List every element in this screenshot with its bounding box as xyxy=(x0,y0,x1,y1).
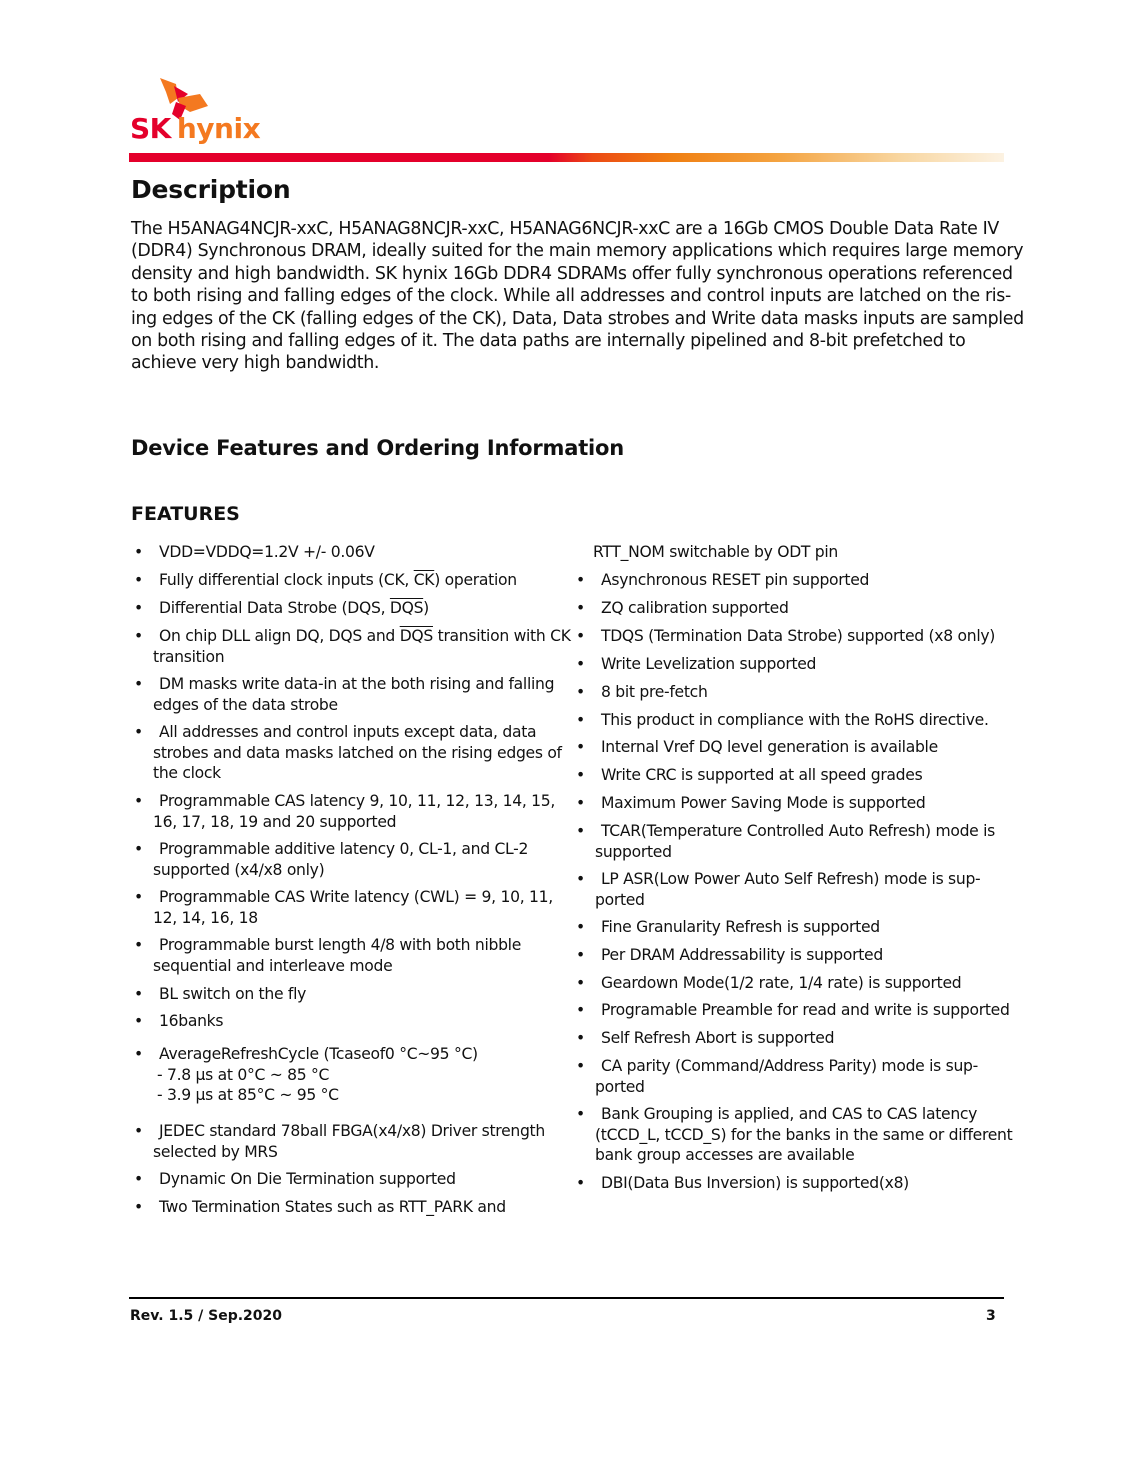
feature-text xyxy=(134,791,555,812)
bullet-icon: • xyxy=(576,1057,585,1075)
bullet-icon: • xyxy=(134,571,143,589)
feature-text-segment: Bank Grouping is applied, and CAS to CAS latency xyxy=(601,1105,978,1123)
bullet-icon: • xyxy=(576,918,585,936)
bullet-icon: • xyxy=(134,1045,143,1063)
feature-item xyxy=(576,945,883,966)
bullet-icon: • xyxy=(134,1198,143,1216)
feature-item xyxy=(576,1000,1010,1021)
feature-text-continuation: ported xyxy=(595,890,645,909)
feature-item xyxy=(576,917,880,938)
feature-item xyxy=(134,542,375,563)
feature-text-segment: Asynchronous RESET pin supported xyxy=(601,571,870,589)
bullet-icon: • xyxy=(576,627,585,645)
description-line: on both rising and falling edges of it. The data paths are internally pipelined and 8-bit prefetched to xyxy=(131,331,966,352)
feature-item xyxy=(134,935,521,976)
feature-item xyxy=(576,682,708,703)
bullet-icon: • xyxy=(576,794,585,812)
feature-text-segment: ) xyxy=(423,599,429,617)
description-line: The H5ANAG4NCJR-xxC, H5ANAG8NCJR-xxC, H5ANAG6NCJR-xxC are a 16Gb CMOS Double Data Rate IV xyxy=(131,219,999,239)
feature-item xyxy=(576,710,989,731)
feature-text xyxy=(576,917,880,938)
feature-text xyxy=(576,710,989,731)
feature-item xyxy=(134,598,429,619)
feature-text xyxy=(576,1173,909,1194)
feature-item xyxy=(576,973,961,994)
feature-text-segment: 8 bit pre-fetch xyxy=(601,683,708,701)
feature-text-continuation: (tCCD_L, tCCD_S) for the banks in the same or different xyxy=(595,1125,1013,1144)
feature-item xyxy=(134,1169,456,1190)
feature-text-segment: TDQS (Termination Data Strobe) supported (x8 only) xyxy=(601,627,996,645)
feature-text xyxy=(576,1000,1010,1021)
feature-text xyxy=(134,1169,456,1190)
feature-text xyxy=(576,765,922,786)
feature-text xyxy=(576,1104,1012,1125)
feature-text-segment: BL switch on the fly xyxy=(159,985,307,1003)
feature-item xyxy=(134,722,562,784)
description-line: to both rising and falling edges of the clock. While all addresses and control inputs are latched on the ris- xyxy=(131,286,1011,307)
feature-text xyxy=(576,945,883,966)
feature-text-continuation: sequential and interleave mode xyxy=(153,956,393,975)
header-gradient-rule xyxy=(129,153,1004,162)
bullet-icon: • xyxy=(576,1105,585,1123)
feature-text-segment: Geardown Mode(1/2 rate, 1/4 rate) is supported xyxy=(601,974,962,992)
feature-text-segment: On chip DLL align DQ, DQS and xyxy=(159,627,400,645)
feature-text xyxy=(134,542,375,563)
bullet-icon: • xyxy=(576,683,585,701)
feature-text xyxy=(134,626,571,647)
feature-item xyxy=(576,765,922,786)
feature-item xyxy=(576,793,925,814)
bullet-icon: • xyxy=(576,766,585,784)
sk-hynix-logo xyxy=(128,76,268,148)
feature-text-segment: 16banks xyxy=(159,1012,224,1030)
feature-text-segment: Programmable additive latency 0, CL-1, and CL-2 xyxy=(159,840,529,858)
bullet-icon: • xyxy=(576,599,585,617)
description-line: (DDR4) Synchronous DRAM, ideally suited for the main memory applications which requires large memory xyxy=(131,241,1024,262)
feature-item xyxy=(134,984,306,1005)
logo-wordmark xyxy=(130,112,260,145)
feature-text-segment: Programmable CAS latency 9, 10, 11, 12, 13, 14, 15, xyxy=(159,792,556,810)
feature-text-segment: Self Refresh Abort is supported xyxy=(601,1029,835,1047)
description-title: Description xyxy=(131,175,291,204)
feature-text-segment: Per DRAM Addressability is supported xyxy=(601,946,883,964)
feature-text xyxy=(576,821,995,842)
feature-text xyxy=(576,682,708,703)
feature-item xyxy=(576,1056,978,1097)
description-line: achieve very high bandwidth. xyxy=(131,353,380,374)
bullet-icon: • xyxy=(576,1001,585,1019)
feature-text-segment: RTT_NOM switchable by ODT pin xyxy=(593,543,839,561)
bullet-icon: • xyxy=(576,870,585,888)
feature-text-segment: AverageRefreshCycle (Tcaseof0 °C~95 °C) xyxy=(159,1045,478,1063)
feature-text-segment: Write Levelization supported xyxy=(601,655,817,673)
bullet-icon: • xyxy=(576,946,585,964)
logo-hynix: hynix xyxy=(176,112,261,145)
feature-text-segment: DBI(Data Bus Inversion) is supported(x8) xyxy=(601,1174,909,1192)
feature-text-segment: Write CRC is supported at all speed grades xyxy=(601,766,923,784)
bullet-icon: • xyxy=(134,888,143,906)
feature-text-segment: CA parity (Command/Address Parity) mode is sup- xyxy=(601,1057,978,1075)
feature-text-segment: Two Termination States such as RTT_PARK and xyxy=(159,1198,506,1216)
feature-text-segment: Differential Data Strobe (DQS, xyxy=(159,599,390,617)
feature-item xyxy=(134,1121,545,1162)
feature-text-continuation: 16, 17, 18, 19 and 20 supported xyxy=(153,812,397,831)
feature-text xyxy=(576,542,838,563)
feature-item xyxy=(576,1104,1012,1166)
feature-text-segment: $\overline{DQS}$ xyxy=(399,627,433,645)
feature-text-segment: $\overline{CK}$ xyxy=(413,571,435,589)
description-line: ing edges of the CK (falling edges of the CK), Data, Data strobes and Write data masks inputs are sampled xyxy=(131,308,1024,329)
feature-text-continuation: bank group accesses are available xyxy=(595,1146,855,1164)
feature-item xyxy=(134,791,555,832)
bullet-icon: • xyxy=(576,738,585,756)
logo-sk: SK xyxy=(130,112,171,145)
feature-item xyxy=(134,887,553,928)
feature-item xyxy=(576,542,838,563)
feature-text xyxy=(576,570,869,591)
feature-text xyxy=(134,598,429,619)
feature-item xyxy=(576,821,995,862)
bullet-icon: • xyxy=(576,1029,585,1047)
bullet-icon: • xyxy=(134,543,143,561)
bullet-icon: • xyxy=(134,627,143,645)
footer-rule xyxy=(129,1297,1004,1299)
bullet-icon: • xyxy=(576,655,585,673)
feature-text xyxy=(576,737,938,758)
feature-text-segment: Internal Vref DQ level generation is available xyxy=(601,738,938,756)
bullet-icon: • xyxy=(576,711,585,729)
feature-text-segment: All addresses and control inputs except data, data xyxy=(159,723,537,741)
feature-text-continuation: supported (x4/x8 only) xyxy=(153,860,325,879)
feature-item xyxy=(576,737,938,758)
feature-text xyxy=(576,1056,978,1077)
feature-text-segment: Fine Granularity Refresh is supported xyxy=(601,918,880,936)
feature-text xyxy=(576,973,961,994)
bullet-icon: • xyxy=(576,1174,585,1192)
description-body xyxy=(131,218,1024,375)
bullet-icon: • xyxy=(134,936,143,954)
feature-text xyxy=(134,722,562,743)
feature-text-segment: VDD=VDDQ=1.2V +/- 0.06V xyxy=(159,543,375,561)
feature-text-continuation: - 7.8 µs at 0°C ~ 85 °C xyxy=(157,1065,330,1084)
feature-text-continuation: ported xyxy=(595,1077,645,1096)
feature-text-continuation: selected by MRS xyxy=(153,1142,278,1161)
feature-text-segment: ZQ calibration supported xyxy=(601,599,789,617)
feature-text-segment: Fully differential clock inputs (CK, xyxy=(159,571,414,589)
feature-item xyxy=(134,1197,506,1218)
bullet-icon: • xyxy=(134,675,143,693)
feature-text-continuation: supported xyxy=(595,842,672,861)
bullet-icon: • xyxy=(134,840,143,858)
feature-text xyxy=(134,1197,506,1218)
feature-item xyxy=(134,839,528,880)
bullet-icon: • xyxy=(134,1170,143,1188)
feature-item xyxy=(576,1028,834,1049)
feature-text xyxy=(134,839,528,860)
feature-text-continuation: 12, 14, 16, 18 xyxy=(153,908,258,927)
feature-text xyxy=(576,793,925,814)
feature-text-continuation: edges of the data strobe xyxy=(153,695,338,714)
feature-text xyxy=(576,598,789,619)
feature-text xyxy=(134,935,521,956)
feature-item xyxy=(134,1044,478,1106)
feature-text-segment: Programmable burst length 4/8 with both nibble xyxy=(159,936,521,954)
features-heading: FEATURES xyxy=(131,503,240,525)
feature-text-continuation: the clock xyxy=(153,764,221,782)
feature-text-continuation: strobes and data masks latched on the rising edges of xyxy=(153,743,562,762)
feature-text xyxy=(134,570,517,591)
feature-text xyxy=(134,674,554,695)
feature-item xyxy=(576,626,995,647)
feature-item xyxy=(134,570,517,591)
feature-item xyxy=(576,1173,909,1194)
feature-item xyxy=(576,598,789,619)
feature-item xyxy=(134,626,571,667)
feature-item xyxy=(134,1011,223,1032)
feature-item xyxy=(576,654,816,675)
feature-text xyxy=(576,869,980,890)
bullet-icon: • xyxy=(576,571,585,589)
feature-text-segment: $\overline{DQS}$ xyxy=(389,599,424,617)
feature-text xyxy=(576,1028,834,1049)
feature-text-continuation: - 3.9 µs at 85°C ~ 95 °C xyxy=(157,1086,339,1104)
feature-item xyxy=(134,674,554,715)
feature-text-segment: Dynamic On Die Termination supported xyxy=(159,1170,456,1188)
feature-text-segment: ) operation xyxy=(434,571,517,589)
page-number: 3 xyxy=(986,1308,996,1324)
feature-text xyxy=(134,984,306,1005)
revision-label: Rev. 1.5 / Sep.2020 xyxy=(130,1308,282,1324)
feature-text-continuation: transition xyxy=(153,647,225,666)
feature-text-segment: This product in compliance with the RoHS directive. xyxy=(601,711,989,729)
feature-text xyxy=(134,887,553,908)
feature-text-segment: Maximum Power Saving Mode is supported xyxy=(601,794,926,812)
feature-text xyxy=(134,1044,478,1065)
feature-text xyxy=(576,626,995,647)
feature-text xyxy=(134,1121,545,1142)
bullet-icon: • xyxy=(134,1012,143,1030)
feature-text-segment: Programmable CAS Write latency (CWL) = 9, 10, 11, xyxy=(159,888,553,906)
feature-text-segment: LP ASR(Low Power Auto Self Refresh) mode is sup- xyxy=(601,870,981,888)
bullet-icon: • xyxy=(134,985,143,1003)
bullet-icon: • xyxy=(134,1122,143,1140)
bullet-icon: • xyxy=(134,599,143,617)
bullet-icon: • xyxy=(576,974,585,992)
feature-item xyxy=(576,869,980,910)
feature-text-segment: JEDEC standard 78ball FBGA(x4/x8) Driver strength xyxy=(159,1122,545,1140)
bullet-icon: • xyxy=(134,723,143,741)
feature-text-segment: transition with CK xyxy=(432,627,571,645)
bullet-icon: • xyxy=(576,822,585,840)
feature-item xyxy=(576,570,869,591)
feature-text-segment: TCAR(Temperature Controlled Auto Refresh) mode is xyxy=(601,822,995,840)
section-title: Device Features and Ordering Information xyxy=(131,436,625,460)
feature-text-segment: Programable Preamble for read and write is supported xyxy=(601,1001,1010,1019)
bullet-icon: • xyxy=(134,792,143,810)
feature-text-segment: DM masks write data-in at the both rising and falling xyxy=(159,675,555,693)
feature-text xyxy=(576,654,816,675)
description-line: density and high bandwidth. SK hynix 16Gb DDR4 SDRAMs offer fully synchronous operations referenced xyxy=(131,263,1013,284)
